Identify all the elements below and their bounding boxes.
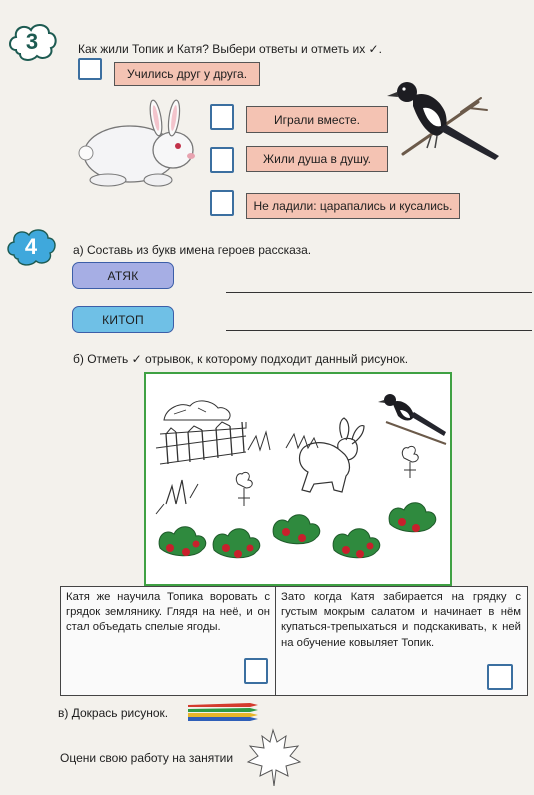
task3-option3-label: Жили душа в душу.	[246, 146, 388, 172]
task3-option1-checkbox[interactable]	[78, 58, 102, 80]
answer-line-1[interactable]	[226, 292, 532, 293]
garden-picture-frame	[144, 372, 452, 586]
self-assessment-label: Оцени свою работу на занятии	[60, 751, 234, 765]
task3-option2-label: Играли вместе.	[246, 106, 388, 133]
scramble-word-2: КИТОП	[72, 306, 174, 333]
pencils-icon	[186, 701, 262, 721]
task3-number: 3	[25, 29, 39, 54]
task3-option4-label: Не ладили: царапались и кусались.	[246, 193, 460, 219]
passage-1-checkbox[interactable]	[244, 658, 268, 684]
garden-picture	[146, 374, 450, 584]
task3-option4-checkbox[interactable]	[210, 190, 234, 216]
rabbit-illustration	[78, 98, 202, 190]
strawberry-bushes	[159, 503, 436, 558]
table-divider	[275, 587, 276, 695]
passage-2-text: Зато когда Катя забирается на грядку с густым мокрым салатом и начинает в нём купаться-трепыхаться и подскакивать, к ней на обучение ковыляет Топик.	[281, 591, 521, 649]
task3-number-badge	[6, 20, 58, 64]
task3-question: Как жили Топик и Катя? Выбери ответы и отметь их ✓.	[78, 42, 382, 56]
task3-option3-checkbox[interactable]	[210, 147, 234, 173]
task3-option1-label: Учились друг у друга.	[114, 62, 260, 86]
task4a-instruction: а) Составь из букв имена героев рассказа.	[73, 243, 312, 257]
scramble-word-1: АТЯК	[72, 262, 174, 289]
passage-2-checkbox[interactable]	[487, 664, 513, 690]
maple-leaf-icon[interactable]	[244, 728, 302, 788]
magpie-illustration	[383, 72, 505, 164]
task3-option2-checkbox[interactable]	[210, 104, 234, 130]
passage-1-text: Катя же научила Топика воровать с грядок землянику. Глядя на неё, и он стал объедать спелые ягоды.	[66, 591, 270, 634]
task4v-instruction: в) Докрась рисунок.	[58, 706, 169, 720]
task4-number-badge	[4, 224, 58, 270]
answer-line-2[interactable]	[226, 330, 532, 331]
task4b-instruction: б) Отметь ✓ отрывок, к которому подходит данный рисунок.	[73, 352, 409, 366]
task4-number: 4	[24, 234, 38, 259]
